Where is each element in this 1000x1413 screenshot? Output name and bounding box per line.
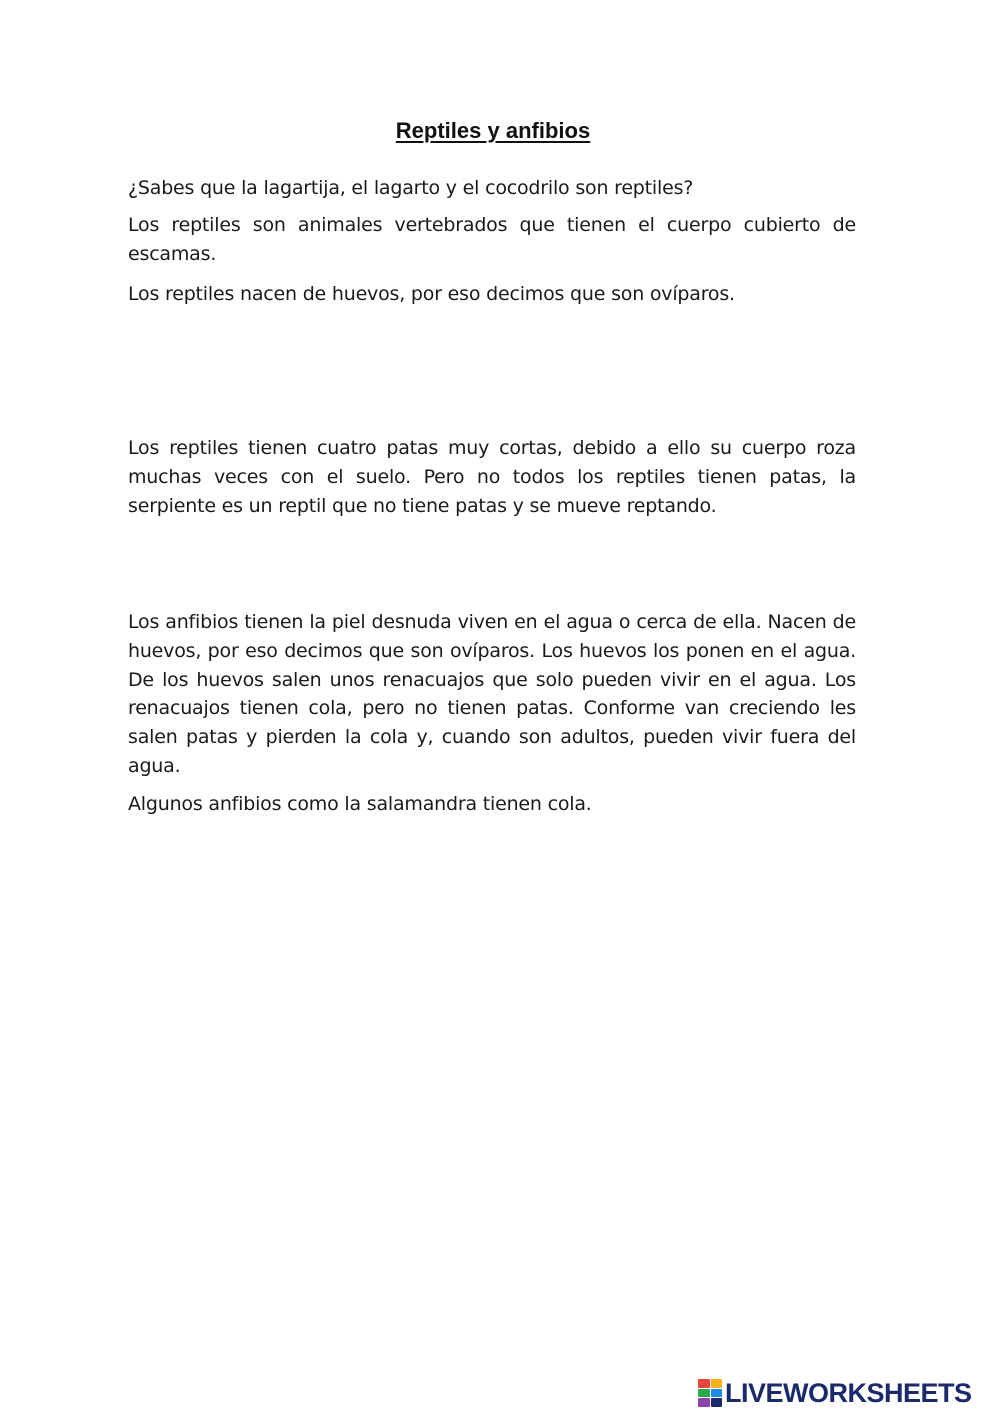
paragraph-intro-question: ¿Sabes que la lagartija, el lagarto y el cocodrilo son reptiles? xyxy=(128,177,694,199)
paragraph-reptiles-definition: Los reptiles son animales vertebrados que tienen el cuerpo cubierto de escamas. xyxy=(128,214,856,265)
page-title: Reptiles y anfibios xyxy=(395,118,591,143)
paragraph-amphibians-tail: Algunos anfibios como la salamandra tienen cola. xyxy=(128,793,592,815)
liveworksheets-brand xyxy=(698,1377,972,1409)
paragraph-reptiles-legs: Los reptiles tienen cuatro patas muy cortas, debido a ello su cuerpo roza muchas veces con el suelo. Pero no todos los reptiles tienen patas, la serpiente es un reptil que no tiene patas y se mueve reptando. xyxy=(128,437,856,517)
paragraph-reptiles-oviparous: Los reptiles nacen de huevos, por eso decimos que son ovíparos. xyxy=(128,283,735,305)
brand-wordmark: LIVEWORKSHEETS xyxy=(725,1378,972,1408)
liveworksheets-logo-icon xyxy=(698,1379,722,1407)
paragraph-amphibians: Los anfibios tienen la piel desnuda viven en el agua o cerca de ella. Nacen de huevos, por eso decimos que son ovíparos. Los huevos los ponen en el agua. De los huevos salen unos renacuajos que solo pueden vivir en el agua. Los renacuajos tienen cola, pero no tienen patas. Conforme van creciendo les salen patas y pierden la cola y, cuando son adultos, pueden vivir fuera del agua. xyxy=(128,611,856,777)
